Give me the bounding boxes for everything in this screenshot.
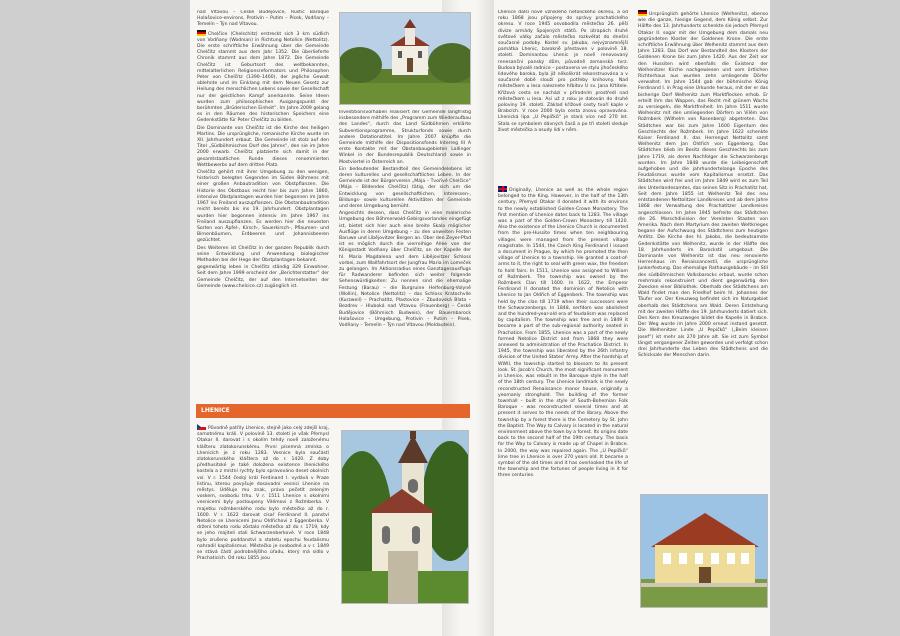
right-col1-text xyxy=(498,10,628,188)
paragraph: Angesichts dessen, dass Chelčitz in eine malerische Umgebung des Böhmerwald-Gebirgsvorlandes eingefügt ist, bietet sich hier auch eine breite Skala möglicher Ausflüge in deren Umgebung – zu den unweiten Festen Baruwe und Libějovitzer Bergen an. Über den Zeyer-Pfad ist es möglich durch die vierreihige Allee von der Königsstadt Vodňany über Chelčitz, an der Kapelle der hl. Maria Magdalena und dem Libějovitzer Schloss vorbei, zum Wallfahrtsort der Jungfrau Maria im Lomeček zu gelangen. Im Aktionsradius eines Ganztagesausflugs für Radwanderer befinden sich weiter folgende Sehenswürdigkeiten: Zu nennen sind die ehemalige Festung (Barau) – die Burgruine Helfenburg-Volyně (Wollin), Netolice (Nettolitz) – das Schloss Kratochvíle (Kurzweil) – Prachatitz, Plastovice – Zbudovská Blata – Bezdrev – Hluboká nad Vltavou (Frauenberg) – České Budějovice (Böhmisch Budweis), der Bauernbarock Holašovice – Umgebung, Protivín – Putim – Písek, Vodňany – Temelín – Týn nad Vltavou (Moldautein). xyxy=(339,211,471,328)
right-col1-english-text xyxy=(498,186,628,606)
manor-house-photo xyxy=(640,494,768,608)
paragraph: Des Weiteren ist Chelčitz in der ganzen Republik durch seine Entwicklung und Anwendung biologischer Methoden bei der Hege der Obstplantagen bekannt. xyxy=(197,245,329,263)
paragraph: Investitionsvorhaben realisiert der Gemeinde langfristig insbesondere mithilfe des „Programm zum Wiederaufbau des Landes“, durch das Land Südböhmen erklärte Subventionsprogramme, Strukturfonds sowie durch andere Dotationstitel. Im Jahre 2007 knüpfte die Gemeinde mithilfe der Dispositionsfonds Interreg III A erste Kontakte mit der Obstanbaugebieten Lallinger Winkel in der Bundesrepublik Deutschland sowie in Mostviertel in Österreich an. xyxy=(339,110,471,165)
paragraph: Ein bedeutender Bestandteil des Gemeindelebens ist deren kulturelles und gesellschaftliches Leben. In der Gemeinde ist der Bürgerverein „Mája – Tvořivé Chelčice“ (Mája – Bildendes Chelčitz) tätig, der sich um die Entwicklung von gesellschaftlichen, Interessen-, Bildungs- sowie kulturellen Aktivitäten der Gemeinde und deren Umgebung bemüht. xyxy=(339,166,471,210)
german-flag-icon xyxy=(197,30,206,36)
paragraph: nad Vltavou – České Budějovice, Rustic Baroque Holašovice-environs, Protivín – Putim – Písek, Vodňany – Temelín – Týn nad Vltavou. xyxy=(197,10,329,28)
czech-flag-icon xyxy=(197,424,206,430)
paragraph: Původně patřily Lhenice, stejně jako celý zdejší kraj, samotnému králi. V polovině 13. století je však Přemysl Otakar II. darovat i s okolím tehdy nově založenému klášteru zlatokorunskému. První písemná zmínka o Lhenicích je z roku 1283. Vesnice byla součástí zlatokorunského kláštera až do r. 1420. Z doby předhusitské je také doložena existence lhenického kostela a z místní rychty bylo spravováno deset okolních vsí. V r. 1544 český král Ferdinand I. vydává v Praze listinu, kterou povyšuje dosavadní vesnici Lhenice na městys. Úděluje mu znak, právo pečetit zeleným voskem, svobodu trhu. V r. 1511 Lhenice s okolními vesnicemi byly postoupeny Vilémovi z Rožmberka. V majetku rožmberského rodu bylo městečko až do r. 1600. V r. 1622 darovat císař Ferdinand II. panství Netolice se Lhenicemi Janu Oldřichovi z Eggenberka. V držení tohoto rodu zůstalo městečko až do r. 1719, kdy se jeho majiteli stali Schwarzenberkové. V roce 1848 bylo zrušeno poddanství a statetu epochu feudalismu nahradil kapitalismus. Městečko je svobodné a v r. 1849 se stává částí podrobnějšího úřadu, který má sídlo v Prachaticích. Od roku 1855 jsou xyxy=(197,426,329,562)
paragraph: Chelčitz gehört mit ihrer Umgebung zu den wenigen, historisch belegten Gegenden im Süden Böhmens mit einer großen Anbautradition von Obstpflanzen. Die Historie des Obstbaus reicht hier bis zum Jahre 1860, intensive Obstplantagen wurden hier begonnen im Jahre 1967 ins Freiland auszupflanzen. Die Obstanbautradition reicht bereits bis ins 19. Jahrhundert. Obstplantagen wurden hier begonnen intensiv im Jahre 1967 ins Freiland auszupflanzen. Es werden hier die neuesten Sorten von Äpfel-, Kirsch-, Sauerkirsch-, Pflaumen- und Birnenbäumen, Erdbeeren und Johannisbeeren gezüchtet. xyxy=(197,170,329,244)
church-photo xyxy=(341,430,469,604)
paragraph: Originally, Lhenice as well as the whole region belonged to the King. However, in the half of the 13th century, Přemysl Otakar II donated it with its environs to the newly established Golden-Crown Monastery. The first mention of Lhenice dates back to 1283. The village was a part of the Golden-Crown Monastery till 1420. Also the existence of the Lhenice Church is documented from the pre-Hussite times when ten neighbouring villages were managed from the present village magistrate. In 1544, the Czech King Ferdinand I issued a document in Prague, by which he promoted the then village of Lhenice to a township. He granted a coat-of-arms to it, the right to seal with green wax, the freedom to hold fairs. In 1511, Lhenice was assigned to William of Rožmberk. The township was owned by the Rožmberk Clan till 1600. In 1622, the Emperor Ferdinand II donated the dominion of Netolice with Lhenice to Jan Oldřich of Eggenberk. The township was held by the clan till 1719 when their successors were the Schwarzenbergs. In 1848, serfdom was abolished and the hundred-year-old era of feudalism was replaced by capitalism. The township was free and in 1849 it became a part of the sub-regional authority seated in Prachatice. From 1855, Lhenice was a part of the newly formed Netolice District and from 1868 they were annexed to administration of the Prachatice District. In 1945, the township was liberated by the 26th infantry division of the United States' Army. After the hardship of WWII, the township started to blossom to its present look. St. Jacob's Church, the most significant monument in Lhenice, was rebuilt in the Baroque style in the half of the 18th century. The Lhenice landmark is the newly reconstructed Renaissance manor house, originally a yeomanly stronghold. The building of the former townhall – built in the style of South-Bohemian Folk Baroque – was reconstructed several times and at present it serves to the needs of the library. Above the township by a forest there is the Cemetery by St. John the Baptist. The Way to Calvary is located in the natural environment above the town by a forest. Its origins date back to the second half of the 19th century. The basis for the Way to Calvary is made up of Chapel in Brabce. In 2000, the way was repaired again. The „U Pepíčků“ lime tree in Lhenice is over 270 years old. It became a symbol of the old times and it has overlooked the life of the township and the fortunes of people living in it for three centuries. xyxy=(498,188,628,479)
paragraph: Ursprünglich gehörte Lhenice (Welhenitz), ebenso wie die ganze, hiesige Gegend, dem König selbst. Zur Hälfte des 13. Jahrhunderts schenkte sie jedoch Přemysl Otakar II. sogar mit der Umgebung dem damals neu gegründeten Kloster der Goldenen Krone. Die erste schriftliche Erwähnung über Welhenitz stammt aus dem Jahre 1283. Das Dorf war Bestandteil des Klosters der Goldenen Krone bis zum Jahre 1420. Aus der Zeit vor den Hussiten wird ebenfalls die Existenz der Welhenitzer Kirche nachgewiesen und vom örtlichen Richterhaus aus wurden zehn umliegende Dörfer verwaltet. Im Jahre 1544 gab der böhmische König Ferdinand I. in Prag eine Urkunde heraus, mit der er das bisherige Dorf Welhenitz zum Marktflecken erhob. Er erteilt ihm das Wappen, das Recht mit grünem Wachs zu versiegeln, die Marktfreiheit. Im Jahre 1511 wurde Welhenitz mit den umliegenden Dörfern an Vilém von Rožmberk (Wilhelm von Rosenberg) abgetreten. Das Städtchen war bis zum Jahre 1600 Eigentum des Geschlechts der Rožmberk. Im Jahre 1622 schenkte Kaiser Ferdinand II. das Herrengut Nettolitz samt Welhenitz dem Jan Oldřich von Eggenberg. Das Städtchen blieb im Besitz dieses Geschlechts bis zum Jahre 1719, als deren Nachfolger die Schwarzenbergs wurden. Im Jahre 1848 wurde die Leibeigenschaft aufgehoben und die jahrhundertelange Epoche des Feudalismus wurde vom Kapitalismus ersetzt. Das Städtchen wird frei und im Jahre 1849 wird es zum Teil des Unterlandesamtes, das seinen Sitz in Prachatitz hat. Seit dem Jahre 1855 ist Welhenitz Teil des neu entstandenen Nettolitzer Landkreises und ab dem Jahre 1868 der Verwaltung des Prachatitzer Landkreises angeschlossen. Im Jahre 1945 befreite das Städtchen die 26. Marschdivision der Vereinten Staaten von Amerika. Nach dem Martyrium des zweiten Weltkrieges begann der Aufschwung des Städtchens zum heutigen Antlitz. Die Kirche des hl. Jakobs, die bedeutsamste Gedenkstätte von Welhenitz, wurde in der Hälfte des 18. Jahrhunderts im Barockstil umgebaut. Die Dominante von Welhenitz ist das neu renovierte Herrenhaus im Renaissancestil, die ursprüngliche Junkerfestung. Das ehemalige Rathausgebäude – im Stil des südböhmischen Volksbarocks erbaut, wurde schon mehrmals rekonstruiert und dient gegenwärtig den Zwecken einer Bibliothek. Oberhalb des Städtchens am Wald findet man den Friedhof beim hl. Johannes der Täufer vor. Der Kreuzweg befindet sich im Naturgebiet oberhalb des Städtchens am Wald. Deren Entstehung mit der zweiten Hälfte des 19. Jahrhunderts datiert sich. Den Kern des Kreuzweges bildet die Kapelle in Brabce. Der Weg wurde im Jahre 2000 erneut instand gesetzt. Die Welhenitzer Linde „U Pepíčků“ („Beim kleinen Josef“) ist mehr als 270 Jahre alt. Sie ist zum Symbol längst vergangener Zeiten geworden und verfolgt schon drei Jahrhunderte das Leben des Städtchens und die Schicksale der Menschen darin. xyxy=(638,12,768,359)
left-col2-text xyxy=(339,110,471,398)
german-flag-icon xyxy=(638,10,647,16)
section-title-bar: LHENICE xyxy=(196,404,470,418)
chapel-photo xyxy=(339,12,471,105)
uk-flag-icon xyxy=(498,186,507,192)
paragraph: gegenwärtig leben in Chelčitz ständig 329 Einwohner. Seit dem Jahre 1999 erscheint der „Berichterstatter“ der Gemeinde Chelčitz, der auf den Internetseiten der Gemeinde (www.chelcice.cz) zugänglich ist. xyxy=(197,265,329,289)
left-col1-bottom-text xyxy=(197,424,329,632)
paragraph: Lhenice další nově vzniklého netolického okresu, a od roku 1868 jsou připojeny do správy prachatického okresu. V roce 1945 osvobodila městečko 26. pěší divize armády Spojených států. Po útrapách druhé světové války začalo městečko rozkvétat do dnešní současné podoby. Kostel sv. Jakuba, nejvýznamnější památka Lhenic, barokně přestaven v polovině 18. století. Dominantou Lhenic je nově renovovaný renesanční panský dům, původně zemanská tvrz. Budova bývalé radnice – postavena ve stylu jihočeského lidového baroka, byla již několikrát rekonstruována a v současné době slouží pro potřeby knihovny. Nad městečkem u lesa naleznete hřbitov U sv. Jana Křtitele. Křížová cesta se nachází v přírodním prostředí nad městečkem u lesa. Asi už z roku je datován do druhé poloviny 19. století. Základ křížové cesty tvoří kaple v Brabcích. V roce 2000 byla cesta znovu opravována. Lhenická lípa „U Pepíčků“ je stará více než 270 let. Stala se symbolem dávných časů a po tři století sleduje život městečka a osudy lidí v něm. xyxy=(498,10,628,133)
right-col2-german-text xyxy=(638,10,768,488)
left-col1-text xyxy=(197,10,329,402)
paragraph: Chelčice (Chelschitz) erstreckt sich 3 km südlich von Vodňany (Wodnian) in Richtung Netolice (Nettolitz). Die erste schriftliche Erwähnung über die Gemeinde Chelčitz stammt aus dem Jahr 1352. Die überlieferte Chronik stammt aus dem Jahre 1872. Die Gemeinde Chelčitz ist Geburtsort des weltbekannten, mittelalterlichen Religionsreformators und Philosophen Peter von Chelčitz (1390–1460), der jegliche Gewalt ablehnte und im Einklang mit dem Neuen Gesetz zur Heilung des menschlichen Lebens sowie der Gesellschaft nur der geistlichen Kampf anerkannte. Seine Ideen wurden zum philosophischen Ausgangspunkt der berühmten „Brüderischen Einheit“. Im Jahre 2009 gelang es in den Räumen des historischen Speichers eine Gedenkstätte für Peter Chelčitz zu bilden. xyxy=(197,31,329,124)
paragraph: Die Dominante von Chelčitz ist die Kirche des heiligen Martins. Die ursprüngliche, romanische Kirche wurde im XII. Jahrhundert erbaut. Die Gemeinde ist stolz auf den Titel „Südböhmisches Dorf des Jahres“, den sie im Jahre 2000 erwarb. Chelčitz platzierte sich damit in der gesamtstaatlichen Runde dieses renommierten Wettbewerbs auf dem dritten Platz. xyxy=(197,125,329,168)
